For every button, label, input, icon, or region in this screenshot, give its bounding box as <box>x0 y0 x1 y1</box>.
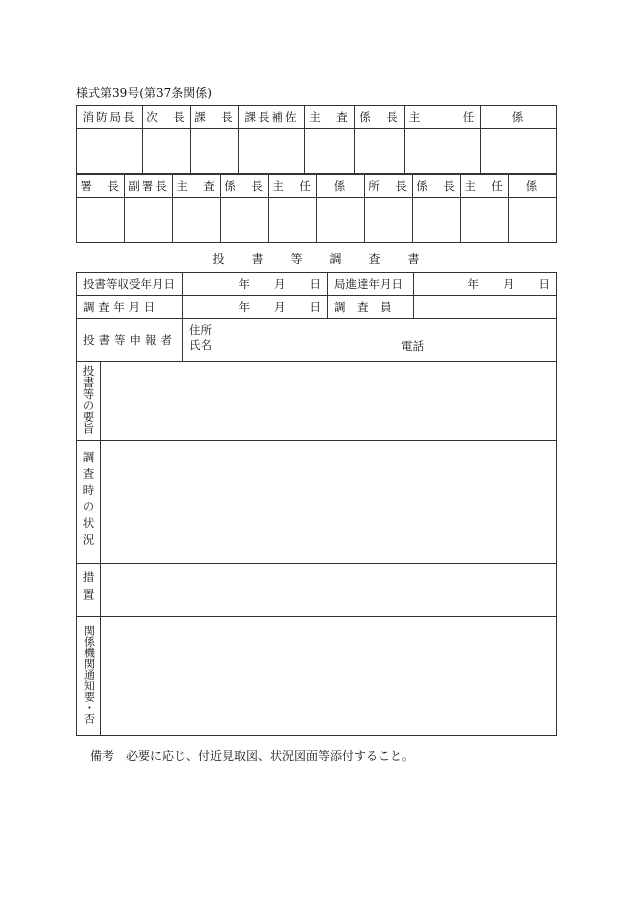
survey-date-label: 調 査 年 月 日 <box>77 296 183 319</box>
stamp-box[interactable] <box>481 129 557 174</box>
stamp-header: 主 任 <box>461 175 509 198</box>
day-unit: 日 <box>309 300 321 314</box>
section-label-situation: 調査時の状況 <box>77 441 101 564</box>
stamp-box[interactable] <box>221 198 269 243</box>
stamp-box[interactable] <box>509 198 557 243</box>
stamp-header: 係 長 <box>221 175 269 198</box>
notification-field[interactable] <box>101 617 557 736</box>
stamp-box[interactable] <box>125 198 173 243</box>
stamp-box[interactable] <box>317 198 365 243</box>
stamp-header: 課 長 <box>191 106 239 129</box>
bureau-date-label: 局進達年月日 <box>328 273 414 296</box>
survey-date-field[interactable] <box>183 296 328 319</box>
day-unit: 日 <box>538 277 550 291</box>
day-unit: 日 <box>309 277 321 291</box>
received-date-field[interactable] <box>183 273 328 296</box>
phone-label: 電話 <box>401 339 424 353</box>
stamp-header: 所 長 <box>365 175 413 198</box>
month-unit: 月 <box>274 300 286 314</box>
year-unit: 年 <box>238 277 250 291</box>
stamp-box[interactable] <box>365 198 413 243</box>
stamp-header: 消防局長 <box>77 106 143 129</box>
reporter-label: 投書等申報者 <box>77 319 183 362</box>
form-number-label: 様式第39号(第37条関係) <box>76 86 212 100</box>
stamp-header: 主 任 <box>269 175 317 198</box>
stamp-header: 主 査 <box>305 106 355 129</box>
stamp-header: 係 <box>481 106 557 129</box>
document-title: 投書等調査書 <box>212 252 447 266</box>
stamp-box[interactable] <box>413 198 461 243</box>
stamp-box[interactable] <box>77 129 143 174</box>
investigator-label: 調 査 員 <box>328 296 414 319</box>
situation-field[interactable] <box>101 441 557 564</box>
received-date-label: 投書等収受年月日 <box>77 273 183 296</box>
month-unit: 月 <box>274 277 286 291</box>
stamp-header: 主 査 <box>173 175 221 198</box>
section-label-notification: 関係機関通知要・否 <box>77 617 101 736</box>
bureau-date-field[interactable] <box>414 273 557 296</box>
stamp-header: 主 任 <box>405 106 481 129</box>
stamp-box[interactable] <box>405 129 481 174</box>
survey-form-table <box>76 272 557 736</box>
stamp-header: 係 <box>317 175 365 198</box>
stamp-box[interactable] <box>461 198 509 243</box>
stamp-box[interactable] <box>143 129 191 174</box>
section-label-summary: 投書等の要旨 <box>77 362 101 441</box>
stamp-header: 係 長 <box>413 175 461 198</box>
summary-field[interactable] <box>101 362 557 441</box>
approval-table-station <box>76 174 557 243</box>
stamp-box[interactable] <box>77 198 125 243</box>
stamp-box[interactable] <box>305 129 355 174</box>
approval-table-bureau <box>76 105 557 174</box>
stamp-header: 係 長 <box>355 106 405 129</box>
year-unit: 年 <box>238 300 250 314</box>
investigator-field[interactable] <box>414 296 557 319</box>
remark-note: 備考 必要に応じ、付近見取図、状況図面等添付すること。 <box>90 749 415 763</box>
stamp-box[interactable] <box>191 129 239 174</box>
address-label: 住所 <box>189 323 212 337</box>
stamp-box[interactable] <box>173 198 221 243</box>
month-unit: 月 <box>503 277 515 291</box>
stamp-header: 次 長 <box>143 106 191 129</box>
stamp-header: 係 <box>509 175 557 198</box>
name-label: 氏名 <box>189 338 212 352</box>
year-unit: 年 <box>467 277 479 291</box>
section-label-measures: 措置 <box>77 564 101 617</box>
stamp-box[interactable] <box>355 129 405 174</box>
measures-field[interactable] <box>101 564 557 617</box>
stamp-box[interactable] <box>269 198 317 243</box>
stamp-header: 副署長 <box>125 175 173 198</box>
stamp-box[interactable] <box>239 129 305 174</box>
reporter-field[interactable] <box>183 319 557 362</box>
stamp-header: 署 長 <box>77 175 125 198</box>
stamp-header: 課長補佐 <box>239 106 305 129</box>
